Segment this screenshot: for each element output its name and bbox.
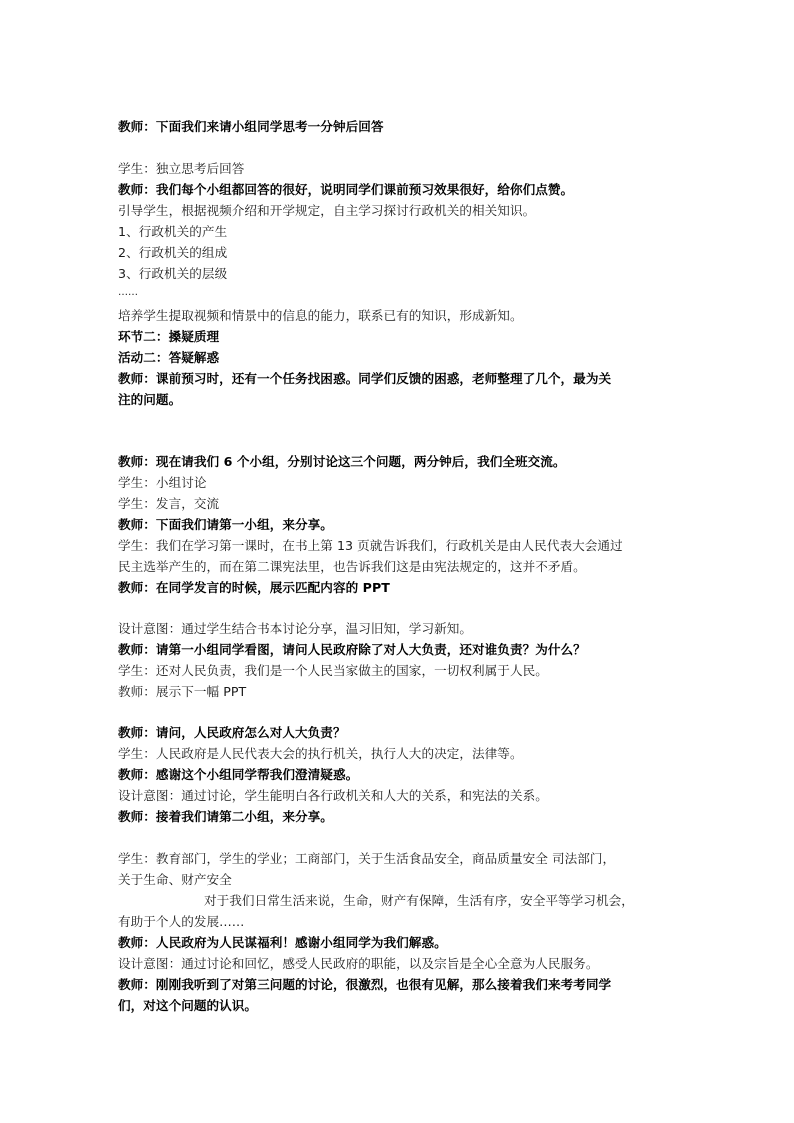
student-line: 学生：发言，交流 <box>118 496 220 511</box>
student-line-cont: 关于生命、财产安全 <box>118 872 232 887</box>
teacher-line: 教师：接着我们请第二小组，来分享。 <box>118 809 333 824</box>
section-heading: 环节二：搡疑质理 <box>118 329 220 344</box>
teacher-line: 教师：下面我们来请小组同学思考一分钟后回答 <box>118 119 384 134</box>
design-intent-line: 设计意图：通过讨论，学生能明白各行政机关和人大的关系，和宪法的关系。 <box>118 788 548 803</box>
activity-heading: 活动二：答疑解惑 <box>118 350 220 365</box>
student-line: 学生：独立思考后回答 <box>118 161 245 176</box>
student-line: 学生：还对人民负责，我们是一个人民当家做主的国家，一切权利属于人民。 <box>118 663 548 678</box>
teacher-line: 教师：人民政府为人民谋福利！感谢小组同学为我们解惑。 <box>118 935 447 950</box>
teacher-line: 教师：展示下一幅 PPT <box>118 684 247 699</box>
ellipsis-line: …… <box>118 287 139 298</box>
teacher-line: 教师：请问，人民政府怎么对人大负责？ <box>118 725 346 740</box>
teacher-line: 教师：现在请我们 6 个小组，分别讨论这三个问题，两分钟后，我们全班交流。 <box>118 454 566 469</box>
student-line-cont: 民主选举产生的，而在第二课宪法里，也告诉我们这是由宪法规定的，这并不矛盾。 <box>118 559 586 574</box>
indented-line: 对于我们日常生活来说，生命，财产有保障，生活有序，安全平等学习机会， <box>204 893 634 908</box>
teacher-line-cont: 们，对这个问题的认识。 <box>118 998 258 1013</box>
design-intent-line: 设计意图：通过讨论和回忆，感受人民政府的职能，以及宗旨是全心全意为人民服务。 <box>118 956 599 971</box>
paragraph-line: 引导学生，根据视频介绍和开学规定，自主学习探讨行政机关的相关知识。 <box>118 203 536 218</box>
teacher-line: 教师：刚刚我听到了对第三问题的讨论，很激烈，也很有见解，那么接着我们来考考同学 <box>118 977 612 992</box>
student-line: 学生：小组讨论 <box>118 475 207 490</box>
teacher-line: 教师：在同学发言的时候，展示匹配内容的 PPT <box>118 580 390 595</box>
student-line: 学生：我们在学习第一课时，在书上第 13 页就告诉我们，行政机关是由人民代表大会通过 <box>118 538 623 553</box>
teacher-line: 教师：课前预习时，还有一个任务找困惑。同学们反馈的困惑，老师整理了几个，最为关 <box>118 371 612 386</box>
teacher-line-cont: 注的问题。 <box>118 392 182 407</box>
teacher-line: 教师：我们每个小组都回答的很好，说明同学们课前预习效果很好，给你们点赞。 <box>118 182 574 197</box>
design-intent-line: 设计意图：通过学生结合书本讨论分享，温习旧知，学习新知。 <box>118 621 473 636</box>
student-line: 学生：教育部门，学生的学业；工商部门，关于生活食品安全，商品质量安全 司法部门， <box>118 851 616 866</box>
student-line: 学生：人民政府是人民代表大会的执行机关，执行人大的决定，法律等。 <box>118 746 523 761</box>
teacher-line: 教师：请第一小组同学看图，请问人民政府除了对人大负责，还对谁负责？为什么？ <box>118 642 586 657</box>
list-item: 3、行政机关的层级 <box>118 266 228 281</box>
teacher-line: 教师：感谢这个小组同学帮我们澄清疑惑。 <box>118 767 359 782</box>
list-item: 2、行政机关的组成 <box>118 245 228 260</box>
list-item: 1、行政机关的产生 <box>118 224 228 239</box>
teacher-line: 教师：下面我们请第一小组，来分享。 <box>118 517 333 532</box>
paragraph-line: 有助于个人的发展…… <box>118 914 245 929</box>
paragraph-line: 培养学生提取视频和情景中的信息的能力，联系已有的知识，形成新知。 <box>118 308 523 323</box>
